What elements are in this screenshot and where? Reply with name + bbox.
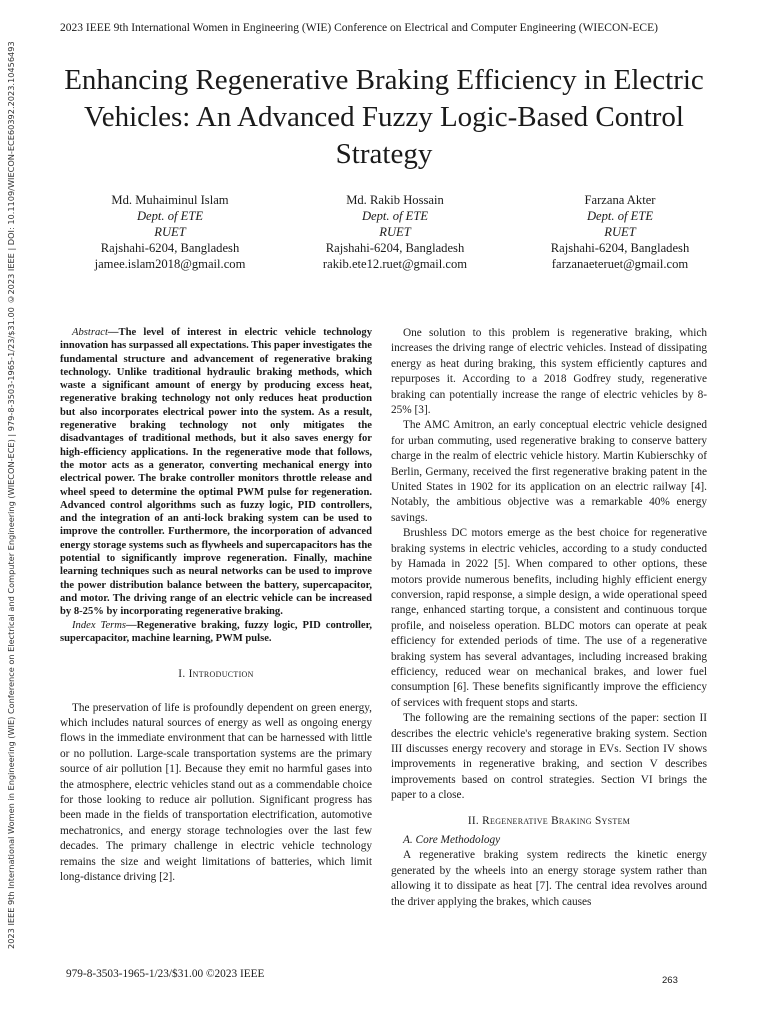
copyright-footer: 979-8-3503-1965-1/23/$31.00 ©2023 IEEE	[66, 968, 265, 980]
author-org: RUET	[154, 225, 186, 239]
abstract	[60, 326, 372, 619]
body-paragraph: A regenerative braking system redirects the kinetic energy generated by the wheels into an energy storage system rather than allowing it to dissipate as heat [7]. The central idea revolves around the driver applying the brakes, which causes	[391, 849, 707, 908]
right-column	[391, 326, 707, 910]
author-dept: Dept. of ETE	[136, 209, 204, 223]
author-location: Rajshahi-6204, Bangladesh	[100, 241, 240, 255]
author-name: Md. Rakib Hossain	[346, 193, 444, 207]
author-org: RUET	[379, 225, 411, 239]
body-paragraph: One solution to this problem is regenerative braking, which increases the driving range of electric vehicles. Instead of dissipating energy as heat during braking, this system efficiently captures and repurposes it. According to a 2018 Godfrey study, regenerative braking can potentially increase the range of electric vehicles by 8-25% [3].	[391, 327, 707, 417]
abstract-label: Abstract	[72, 327, 108, 338]
body-paragraph: The AMC Amitron, an early conceptual electric vehicle designed for urban commuting, used regenerative braking to conserve battery charge in the realm of electric vehicle history. Martin Kubierschky of Berlin, Germany, received the first regenerative braking patent in the United States in 1902 for its application on an electric railway [4]. Notably, the ambitious objective was a remarkable 40% energy savings.	[391, 419, 707, 524]
index-terms-label: Index Terms	[72, 619, 127, 631]
subsection-heading: A. Core Methodology	[403, 834, 501, 846]
author-name: Md. Muhaiminul Islam	[111, 193, 229, 207]
left-column	[60, 326, 372, 885]
author-email: rakib.ete12.ruet@gmail.com	[322, 257, 468, 271]
side-citation-text: 2023 IEEE 9th International Women in Engineering (WIE) Conference on Electrical and Computer Engineering (WIECON-ECE) | 979-8-3503-1965-1/23/$31.00 ©2023 IEEE | DOI: 10.1109/WIECON-ECE60392.2023.10456493	[6, 41, 16, 949]
author-name: Farzana Akter	[584, 193, 656, 207]
conference-header: 2023 IEEE 9th International Women in Engineering (WIE) Conference on Electrical and Computer Engineering (WIECON-ECE)	[60, 22, 658, 34]
author-1	[60, 192, 280, 272]
author-2	[285, 192, 505, 272]
body-paragraph: Brushless DC motors emerge as the best choice for regenerative braking systems in electric vehicles, according to a study conducted by Hamada in 2022 [5]. When compared to other options, these motors provide numerous benefits, including highly efficient energy conversion, rapid response, a simple design, a wide operational speed range, enhanced starting torque, a consistent and continuous torque profile, and noiseless operation. BLDC motors can operate at peak efficiency for extended periods of time. The use of a regenerative braking system has several advantages, including increased braking efficiency, reduced wear on mechanical brakes, and lower fuel consumption [6]. These benefits significantly improve the efficiency of services with frequent stops and starts.	[391, 527, 707, 709]
author-3	[510, 192, 730, 272]
abstract-text: —The level of interest in electric vehicle technology innovation has surpassed all expectations. This paper investigates the fundamental structure and advancement of regenerative braking technology. Unlike traditional hydraulic braking methods, which waste a significant amount of energy by producing excess heat, regenerative braking technology not only reduces heat production but also incorporates electrical power into the system. As a result, regenerative braking technology not only mitigates the disadvantages of traditional methods, but it also saves energy for high-efficiency applications. In the regenerative mode that follows, the motor acts as a generator, converting mechanical energy into electrical power. The brake controller monitors throttle release and wheel speed to determine the optimal PWM pulse for regeneration. Advanced control algorithms such as fuzzy logic, PID controllers, and the integration of an anti-lock braking system can be used to improve the controller. Furthermore, the incorporation of advanced energy storage systems such as flywheels and supercapacitors has the potential to significantly improve regeneration. Finally, machine learning techniques such as neural networks can be used to improve the power distribution balance between the battery, supercapacitor, and motor. The driving range of an electric vehicle can be increased by 8-25% by incorporating regenerative braking.	[60, 327, 373, 618]
author-dept: Dept. of ETE	[586, 209, 654, 223]
index-terms-text: —Regenerative braking, fuzzy logic, PID controller, supercapacitor, machine learning, PWM pulse.	[60, 619, 372, 644]
side-margin-citation	[4, 20, 20, 970]
paper-title: Enhancing Regenerative Braking Efficiency in Electric Vehicles: An Advanced Fuzzy Logic-Based Control Strategy	[64, 64, 704, 170]
intro-paragraph: The preservation of life is profoundly dependent on green energy, which includes natural sources of energy as well as ongoing energy flows in the immediate environment that can be harnessed with little or no pollution. Large-scale transportation systems are the primary source of air pollution [1]. Because they emit no harmful gases into the atmosphere, electric vehicles stand out as a commendable choice for those looking to reduce air pollution. Significant progress has been made in the fields of transportation electrification, automotive mechatronics, and energy storage technologies over the last few decades. The primary challenge in electric vehicle technology remains the size and weight limitations of batteries, which limit long-distance driving [2].	[60, 701, 372, 883]
author-dept: Dept. of ETE	[361, 209, 429, 223]
page-number: 263	[662, 975, 678, 986]
author-location: Rajshahi-6204, Bangladesh	[325, 241, 465, 255]
author-org: RUET	[604, 225, 636, 239]
author-location: Rajshahi-6204, Bangladesh	[550, 241, 690, 255]
index-terms	[60, 619, 372, 646]
body-paragraph: The following are the remaining sections of the paper: section II describes the electric vehicle's regenerative braking system. Section III discusses energy recovery and storage in EVs. Section IV shows improvements in regenerative braking, and section V describes improvements based on control strategies. Section VI brings the paper to a close.	[391, 712, 707, 802]
section-heading-introduction: I. Introduction	[178, 668, 254, 681]
author-block	[60, 192, 730, 272]
author-email: farzanaeteruet@gmail.com	[551, 257, 689, 271]
section-heading-regenerative-braking: II. Regenerative Braking System	[467, 814, 631, 827]
author-email: jamee.islam2018@gmail.com	[94, 257, 246, 271]
